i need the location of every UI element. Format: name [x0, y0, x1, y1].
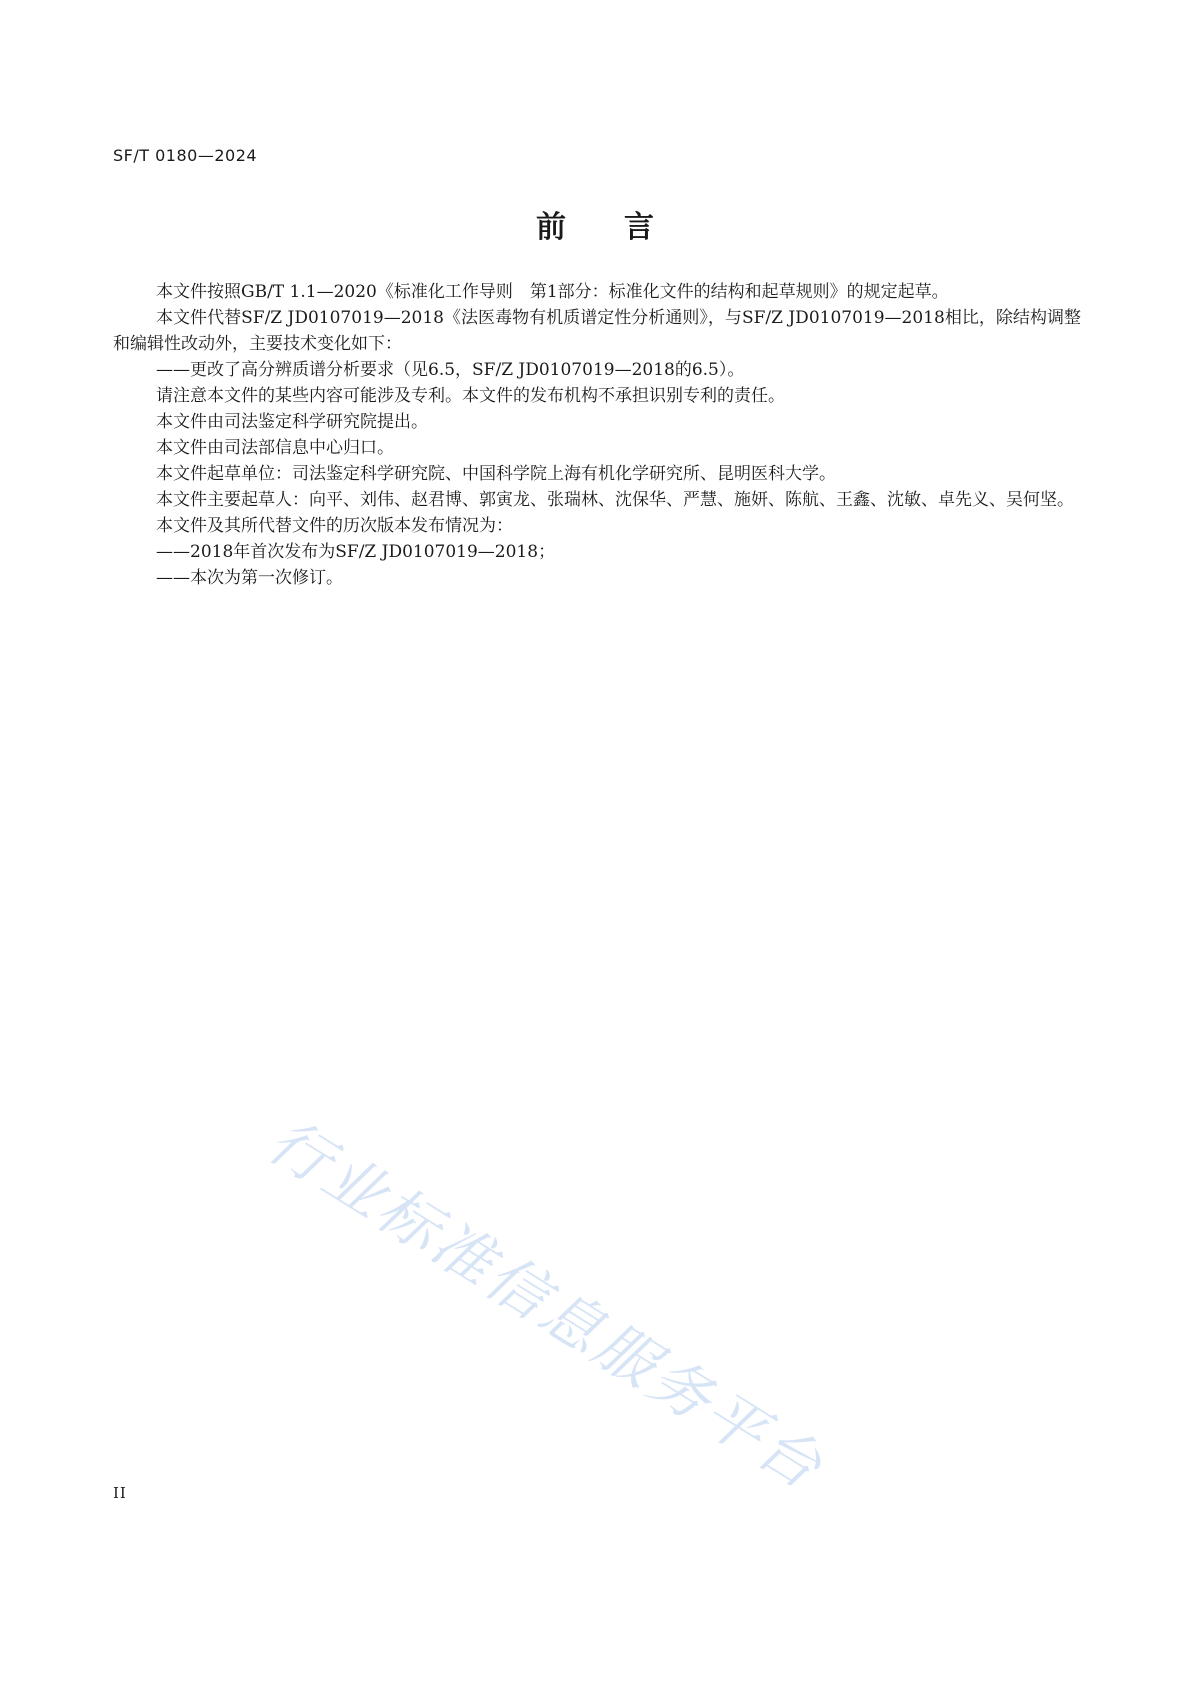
paragraph: 本文件主要起草人：向平、刘伟、赵君博、郭寅龙、张瑞林、沈保华、严慧、施妍、陈航、王鑫、沈敏、卓先义、吴何坚。 [156, 490, 1074, 510]
paragraph: ——更改了高分辨质谱分析要求（见6.5，SF/Z JD0107019—2018的6.5）。 [156, 360, 745, 380]
paragraph: 本文件代替SF/Z JD0107019—2018《法医毒物有机质谱定性分析通则》，与SF/Z JD0107019—2018相比，除结构调整和编辑性改动外，主要技术变化如下： [113, 308, 1081, 354]
paragraph: 本文件按照GB/T 1.1—2020《标准化工作导则 第1部分：标准化文件的结构和起草规则》的规定起草。 [156, 282, 949, 302]
paragraph: ——2018年首次发布为SF/Z JD0107019—2018； [156, 542, 556, 562]
paragraph: 本文件由司法部信息中心归口。 [156, 438, 394, 458]
page-title: 前言 [536, 210, 712, 245]
foreword-body [113, 279, 1081, 591]
paragraph: 请注意本文件的某些内容可能涉及专利。本文件的发布机构不承担识别专利的责任。 [156, 386, 785, 406]
document-code: SF/T 0180—2024 [113, 146, 258, 165]
paragraph: 本文件及其所代替文件的历次版本发布情况为： [156, 516, 513, 536]
watermark: 行业标准信息服务平台 [256, 1106, 836, 1505]
page-number: II [113, 1484, 127, 1502]
paragraph: 本文件由司法鉴定科学研究院提出。 [156, 412, 428, 432]
paragraph: ——本次为第一次修订。 [156, 568, 343, 588]
paragraph: 本文件起草单位：司法鉴定科学研究院、中国科学院上海有机化学研究所、昆明医科大学。 [156, 464, 836, 484]
